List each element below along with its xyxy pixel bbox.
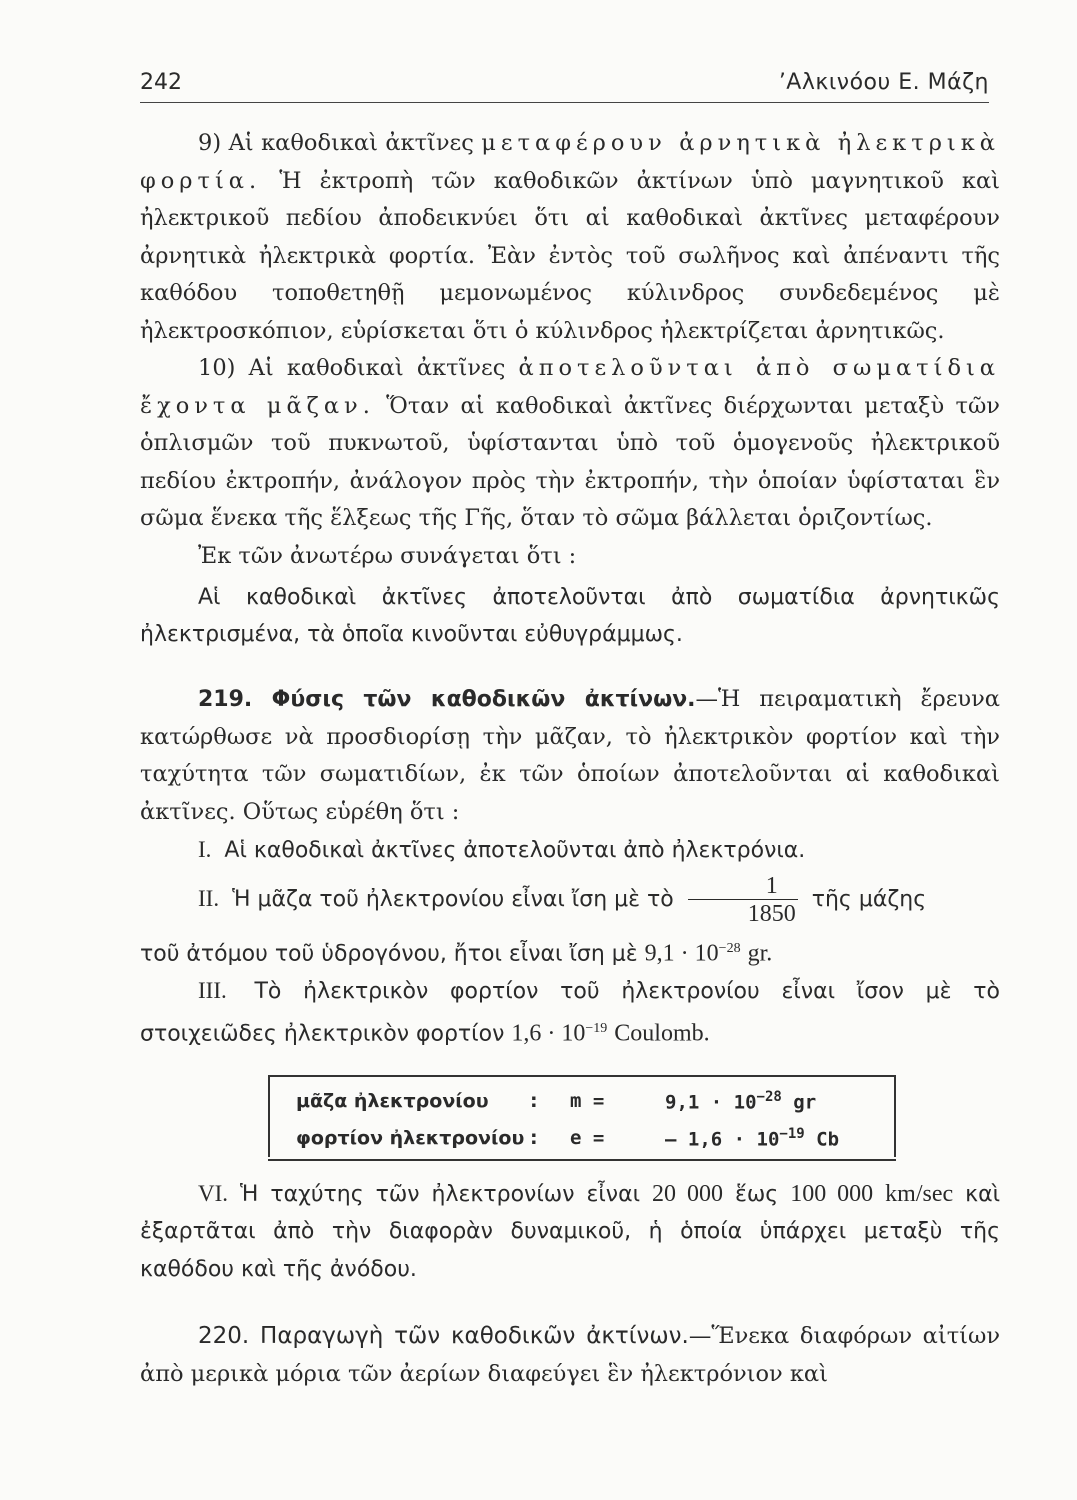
table-row-colon: : xyxy=(530,1090,538,1113)
electron-mass-value: 9,1 · 10 xyxy=(644,940,719,967)
paragraph-10-text: Ὅταν αἱ καθοδικαὶ ἀκτῖνες διέρχωνται μεταξὺ τῶν ὁπλισμῶν τοῦ πυκνωτοῦ, ὑφίστανται ὑπὸ τοῦ ὁμογενοῦς ἠλεκτρικοῦ πεδίου ἐκτροπήν, ἀνάλογον πρὸς τὴν ἐκτροπήν, τὴν ὁποίαν ὑφίσταται ἓν σῶμα ἕνεκα τῆς ἕλξεως τῆς Γῆς, ὅταν τὸ σῶμα βάλλεται ὁριζοντίως. xyxy=(140,392,1000,531)
table-row-label: φορτίον ἠλεκτρονίου xyxy=(296,1127,525,1150)
table-row-value xyxy=(665,1126,839,1150)
electron-charge-value: 1,6 · 10 xyxy=(511,1020,586,1047)
table-row-exponent: −19 xyxy=(779,1125,805,1142)
list-item-ii xyxy=(140,869,1000,930)
section-220-text: —Ἕνεκα διαφόρων αἰτίων ἀπὸ μερικὰ μόρια τῶν ἀερίων διαφεύγει ἓν ἠλεκτρόνιον καὶ xyxy=(140,1323,1000,1387)
table-row-label: μᾶζα ἠλεκτρονίου xyxy=(296,1090,489,1113)
paragraph-10 xyxy=(140,350,1000,538)
fraction-denominator: 1850 xyxy=(688,899,798,928)
page-header xyxy=(140,70,989,106)
page-body xyxy=(140,125,1000,1393)
table-row-number: — 1,6 · 10 xyxy=(665,1128,780,1151)
list-item-ii-continued xyxy=(140,930,1000,972)
paragraph-9-text: Ἡ ἐκτροπὴ τῶν καθοδικῶν ἀκτίνων ὑπὸ μαγνητικοῦ καὶ ἠλεκτρικοῦ πεδίου ἀποδεικνύει ὅτι αἱ καθοδικαὶ ἀκτῖνες μεταφέρουν ἀρνητικὰ ἠλεκτρικὰ φορτία. Ἐὰν ἐντὸς τοῦ σωλῆνος καὶ ἀπέναντι τῆς καθόδου τοποθετηθῇ μεμονωμένος κύλινδρος συνδεδεμένος μὲ ἠλεκτροσκόπιον, εὑρίσκεται ὅτι ὁ κύλινδρος ἠλεκτρίζεται ἀρνητικῶς. xyxy=(140,167,1000,344)
list-item-vi-text: Ἡ ταχύτης τῶν ἠλεκτρονίων εἶναι xyxy=(240,1181,641,1207)
list-item-iii-text: Τὸ ἠλεκτρικὸν φορτίον τοῦ ἠλεκτρονίου εἶναι ἴσον μὲ τὸ στοιχειῶδες ἠλεκτρικὸν φορτίον xyxy=(140,979,1001,1047)
list-item-i xyxy=(140,831,1000,869)
velocity-range-word: ἕως xyxy=(734,1181,779,1207)
paragraph-10-number: 10) xyxy=(198,355,236,381)
table-row-exponent: −28 xyxy=(756,1088,782,1105)
page-number: 242 xyxy=(140,70,182,95)
running-head: ’Αλκινόου Ε. Μάζη xyxy=(778,70,989,95)
list-item-ii-line2: τοῦ ἀτόμου τοῦ ὑδρογόνου, ἤτοι εἶναι ἴση μὲ xyxy=(140,941,638,967)
section-219 xyxy=(140,681,1000,831)
electron-mass-exponent: −28 xyxy=(718,941,741,956)
velocity-unit: km/sec xyxy=(885,1180,954,1207)
section-219-title: 219. Φύσις τῶν καθοδικῶν ἀκτίνων. xyxy=(198,687,696,712)
paragraph-9-lead: Αἱ καθοδικαὶ ἀκτῖνες xyxy=(228,130,474,156)
list-item-i-numeral: I. xyxy=(198,837,212,862)
electron-charge-unit: Coulomb. xyxy=(614,1020,710,1047)
list-item-i-text: Αἱ καθοδικαὶ ἀκτῖνες ἀποτελοῦνται ἀπὸ ἠλεκτρόνια. xyxy=(224,838,806,863)
section-220-title: 220. Παραγωγὴ τῶν καθοδικῶν ἀκτίνων. xyxy=(198,1323,689,1350)
section-220 xyxy=(140,1318,1000,1393)
paragraph-10-lead: Αἱ καθοδικαὶ ἀκτῖνες xyxy=(248,355,506,381)
paragraph-9 xyxy=(140,125,1000,350)
electron-mass-unit: gr. xyxy=(747,940,773,967)
electron-constants-box xyxy=(268,1075,896,1157)
velocity-max: 100 000 xyxy=(790,1180,874,1207)
table-row-symbol: e = xyxy=(570,1127,605,1150)
conclusion-intro: Ἐκ τῶν ἀνωτέρω συνάγεται ὅτι : xyxy=(198,542,577,569)
section-219-text: —Ἡ πειραματικὴ ἔρευνα κατώρθωσε νὰ προσδιορίσῃ τὴν μᾶζαν, τὸ ἠλεκτρικὸν φορτίον καὶ τὴν ταχύτητα τῶν σωματιδίων, ἐκ τῶν ὁποίων ἀποτελοῦνται αἱ καθοδικαὶ ἀκτῖνες. Οὕτως εὑρέθη ὅτι : xyxy=(140,686,1000,825)
list-item-ii-numeral: II. xyxy=(198,886,220,911)
table-row-symbol: m = xyxy=(570,1090,605,1113)
table-row-number: 9,1 · 10 xyxy=(665,1091,757,1114)
list-item-iii xyxy=(140,972,1000,1052)
table-row xyxy=(270,1120,894,1157)
table-row-colon: : xyxy=(530,1127,538,1150)
table-row-unit: Cb xyxy=(816,1128,840,1151)
list-item-vi xyxy=(140,1175,1000,1289)
list-item-vi-numeral: VI. xyxy=(198,1180,229,1206)
paragraph-9-emphasis: μεταφέρουν ἀρνητικὰ ἠλεκτρικὰ φορτία. xyxy=(140,130,1001,194)
conclusion-statement: Αἱ καθοδικαὶ ἀκτῖνες ἀποτελοῦνται ἀπὸ σωματίδια ἀρνητικῶς ἠλεκτρισμένα, τὰ ὁποῖα κινοῦνται εὐθυγράμμως. xyxy=(140,585,1000,647)
list-item-iii-numeral: III. xyxy=(198,978,227,1004)
header-rule xyxy=(140,102,989,103)
result-list xyxy=(140,831,1000,1053)
table-row-unit: gr xyxy=(793,1091,817,1114)
paragraph-9-number: 9) xyxy=(198,130,222,156)
table-row xyxy=(270,1083,894,1120)
paragraph-10-emphasis: ἀποτελοῦνται ἀπὸ σωματίδια ἔχοντα μᾶζαν. xyxy=(140,355,1001,419)
list-item-ii-text: Ἡ μᾶζα τοῦ ἠλεκτρονίου εἶναι ἴση μὲ τὸ xyxy=(232,887,674,912)
velocity-min: 20 000 xyxy=(652,1180,723,1207)
list-item-vi-rest: καὶ ἐξαρτᾶται ἀπὸ τὴν διαφορὰν δυναμικοῦ, ἡ ὁποία ὑπάρχει μεταξὺ τῆς καθόδου καὶ τῆς ἀνόδου. xyxy=(140,1181,1001,1282)
list-item-ii-after: τῆς μάζης xyxy=(811,887,927,912)
fraction xyxy=(688,873,798,928)
table-row-value xyxy=(665,1089,816,1113)
fraction-numerator: 1 xyxy=(765,872,778,899)
electron-charge-exponent: −19 xyxy=(585,1021,608,1037)
